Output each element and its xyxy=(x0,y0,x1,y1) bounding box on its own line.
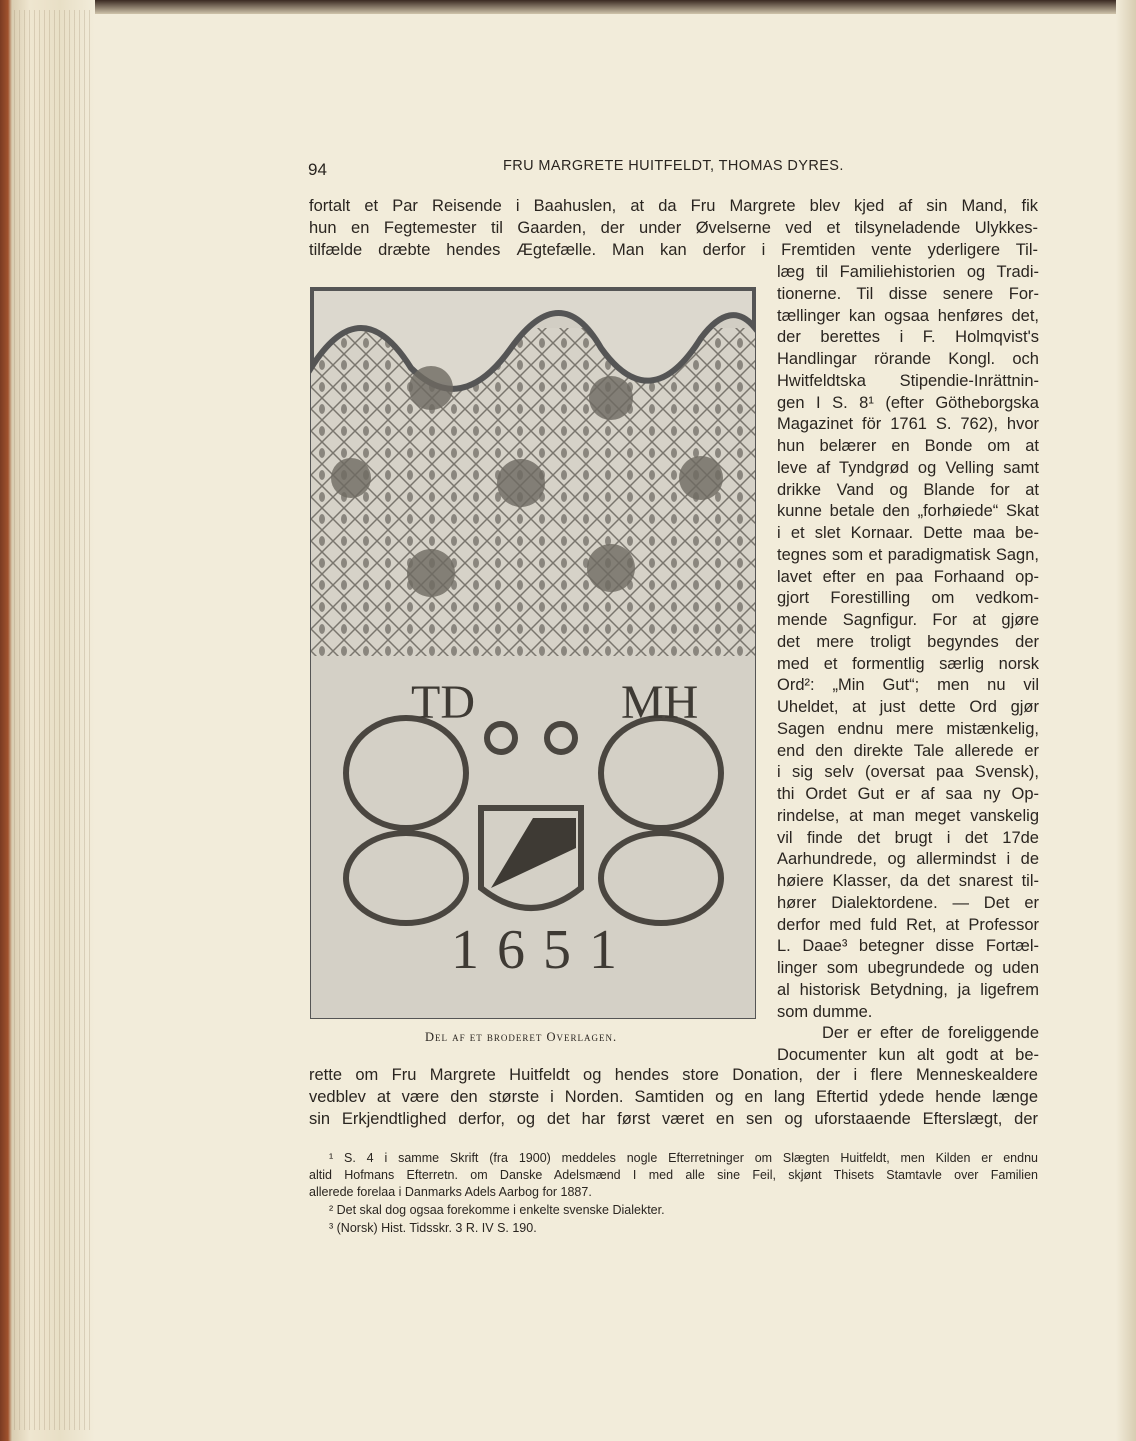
column-line: med et formentlig særlig norsk xyxy=(777,654,1039,673)
column-line: Uheldet, at just dette Ord gjør xyxy=(777,698,1039,716)
footnote-1-cont: allerede forelaa i Danmarks Adels Aarbog for 1887. xyxy=(309,1185,592,1199)
initials-right: MH xyxy=(621,676,699,729)
column-line: hun belærer en Bonde om at xyxy=(777,437,1039,455)
footnote-3: ³ (Norsk) Hist. Tidsskr. 3 R. IV S. 190. xyxy=(329,1221,537,1235)
column-line: tællinger kan ogsaa henføres det, xyxy=(777,306,1039,325)
column-line: leve af Tyndgrød og Velling samt xyxy=(777,458,1039,477)
column-line: der berettes i F. Holmqvist's xyxy=(777,328,1039,347)
column-line: Aarhundrede, og allermindst i de xyxy=(777,850,1039,869)
body-line: rette om Fru Margrete Huitfeldt og hendes store Donation, der i flere Menneskealdere xyxy=(309,1066,1038,1084)
footnote-1: ¹ S. 4 i samme Skrift (fra 1900) meddeles nogle Efterretninger om Slægten Huitfeldt, men Kilden er endnu xyxy=(329,1151,1038,1165)
column-line: Ord²: „Min Gut“; men nu vil xyxy=(777,676,1039,695)
column-line: Der er efter de foreliggende xyxy=(822,1024,1039,1043)
column-line: i sig selv (oversat paa Svensk), xyxy=(777,763,1039,782)
body-line: vedblev at være den største i Norden. Samtiden og en lang Eftertid ydede hende længe xyxy=(309,1088,1038,1106)
body-line: tilfælde dræbte hendes Ægtefælle. Man kan derfor i Fremtiden vente yderligere Til- xyxy=(309,241,1038,259)
column-line: lavet efter en paa Forhaand op- xyxy=(777,567,1039,586)
body-line: hun en Fegtemester til Gaarden, der under Øvelserne ved et tilsyneladende Ulykkes- xyxy=(309,219,1038,237)
column-line: Handlingar rörande Kongl. och xyxy=(777,350,1039,368)
column-line: derfor med fuld Ret, at Professor xyxy=(777,915,1039,934)
column-line: kunne betale den „forhøiede“ Skat xyxy=(777,502,1039,521)
embroidery-image xyxy=(311,288,755,1018)
column-line: Magazinet för 1761 S. 762), hvor xyxy=(777,415,1039,434)
book-top-edge xyxy=(0,0,1136,14)
column-line: tegnes som et paradigmatisk Sagn, xyxy=(777,545,1039,564)
column-line: end den direkte Tale allerede er xyxy=(777,741,1039,760)
column-line: hører Dialektordene. — Det er xyxy=(777,893,1039,912)
page-number: 94 xyxy=(308,160,327,179)
column-line: i et slet Kornaar. Dette maa be- xyxy=(777,524,1039,542)
column-line: drikke Vand og Blande for at xyxy=(777,480,1039,499)
column-line: gen I S. 8¹ (efter Götheborgska xyxy=(777,393,1039,412)
embroidered-year: 1651 xyxy=(451,919,635,981)
column-line: gjort Forestilling om vedkom- xyxy=(777,589,1039,608)
column-line: tionerne. Til disse senere For- xyxy=(777,284,1039,303)
column-line: L. Daae³ betegner disse Fortæl- xyxy=(777,937,1039,956)
column-line: det mere troligt begyndes der xyxy=(777,632,1039,651)
running-head: FRU MARGRETE HUITFELDT, THOMAS DYRES. xyxy=(503,158,844,174)
page-gutter-shade xyxy=(1116,0,1136,1441)
column-line: Hwitfeldtska Stipendie-Inrättnin- xyxy=(777,371,1039,390)
column-line: mende Sagnfigur. For at gjøre xyxy=(777,611,1039,629)
footnote-2: ² Det skal dog ogsaa forekomme i enkelte svenske Dialekter. xyxy=(329,1203,665,1217)
column-line: Sagen endnu mere mistænkelig, xyxy=(777,719,1039,738)
column-line: høiere Klasser, da det snarest til- xyxy=(777,872,1039,890)
figure-caption: Del af et broderet Overlagen. xyxy=(425,1030,618,1044)
embroidery-illustration xyxy=(310,287,756,1019)
column-line: al historisk Betydning, ja ligefrem xyxy=(777,980,1039,999)
column-line: Documenter kun alt godt at be- xyxy=(777,1046,1039,1064)
column-line: vil finde det brugt i det 17de xyxy=(777,828,1039,847)
page-stack-edge xyxy=(0,0,95,1441)
footnote-1-cont: altid Hofmans Efterretn. om Danske Adelsmænd I med alle sine Feil, skjønt Thisets Stamtavle over Familien xyxy=(309,1168,1038,1182)
column-line: som dumme. xyxy=(777,1002,873,1021)
column-line: linger som ubegrundede og uden xyxy=(777,959,1039,977)
body-line: sin Erkjendtlighed derfor, og det har først været en sen og uforstaaende Efterslægt, der xyxy=(309,1110,1038,1128)
initials-left: TD xyxy=(411,676,475,729)
page-stack-lines xyxy=(14,10,94,1430)
column-line: thi Ordet Gut er af saa ny Op- xyxy=(777,785,1039,803)
column-line: rindelse, at man meget vanskelig xyxy=(777,806,1039,825)
body-line: fortalt et Par Reisende i Baahuslen, at da Fru Margrete blev kjed af sin Mand, fik xyxy=(309,197,1038,215)
column-line: læg til Familiehistorien og Tradi- xyxy=(777,263,1039,281)
